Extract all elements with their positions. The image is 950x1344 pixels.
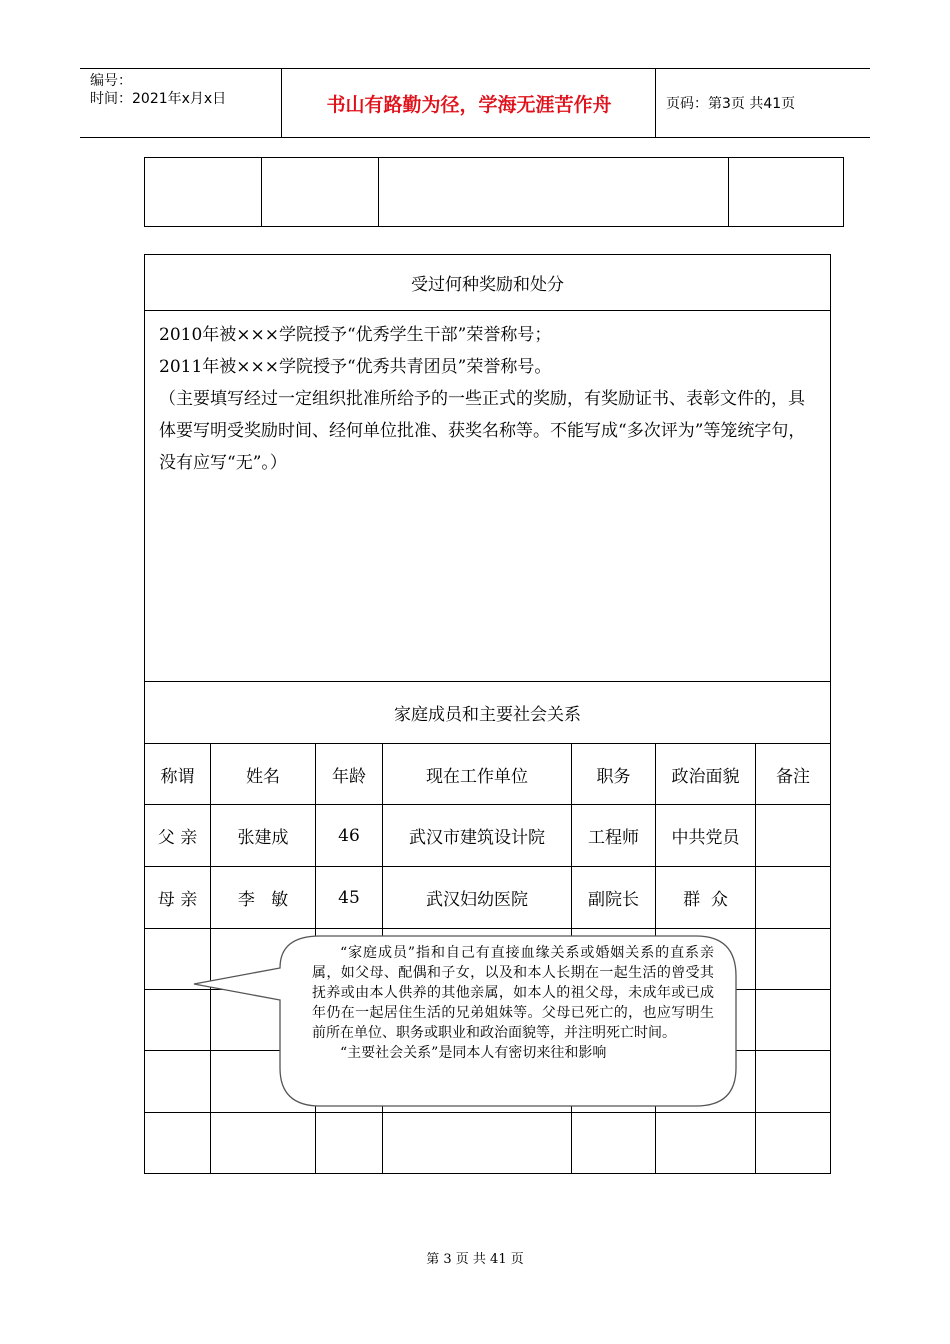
blank-cell bbox=[145, 158, 262, 227]
cell-political: 群 众 bbox=[656, 867, 756, 929]
header-meta bbox=[80, 69, 282, 137]
cell-relation: 母 亲 bbox=[145, 867, 211, 929]
col-position: 职务 bbox=[572, 744, 656, 805]
callout-text bbox=[312, 943, 714, 1100]
cell-political: 中共党员 bbox=[656, 805, 756, 867]
table-row bbox=[145, 1113, 831, 1174]
blank-cell bbox=[729, 158, 844, 227]
col-workplace: 现在工作单位 bbox=[383, 744, 572, 805]
table-row bbox=[145, 867, 831, 929]
cell-workplace: 武汉妇幼医院 bbox=[383, 867, 572, 929]
awards-title: 受过何种奖励和处分 bbox=[145, 255, 831, 311]
blank-cell bbox=[262, 158, 379, 227]
cell-remarks bbox=[756, 805, 831, 867]
cell-age: 46 bbox=[316, 805, 383, 867]
header-page-info: 页码：第3页 共41页 bbox=[666, 96, 796, 112]
col-relation: 称谓 bbox=[145, 744, 211, 805]
cell-relation: 父 亲 bbox=[145, 805, 211, 867]
award-line-2: 2011年被×××学院授予“优秀共青团员”荣誉称号。 bbox=[159, 357, 552, 377]
awards-content bbox=[145, 311, 831, 682]
date-label: 时间：2021年x月x日 bbox=[90, 91, 227, 107]
family-callout bbox=[288, 928, 736, 1108]
callout-para-1: “家庭成员”指和自己有直接血缘关系或婚姻关系的直系亲属，如父母、配偶和子女，以及和本人长期在一起生活的曾受其抚养或由本人供养的其他亲属，如本人的祖父母，未成年或已成年仍在一起居住生活的兄弟姐妹等。父母已死亡的，也应写明生前所在单位、职务或职业和政治面貌等，并注明死亡时间。 bbox=[312, 945, 714, 1041]
previous-table-fragment bbox=[144, 157, 844, 227]
blank-cell bbox=[379, 158, 729, 227]
cell-position: 工程师 bbox=[572, 805, 656, 867]
cell-name: 张建成 bbox=[211, 805, 316, 867]
family-header-row bbox=[145, 744, 831, 805]
col-age: 年龄 bbox=[316, 744, 383, 805]
number-label: 编号： bbox=[90, 73, 132, 89]
page-header bbox=[80, 68, 870, 138]
page-footer: 第 3 页 共 41 页 bbox=[426, 1252, 524, 1267]
callout-para-2: “主要社会关系”是同本人有密切来往和影响 bbox=[340, 1045, 607, 1061]
col-remarks: 备注 bbox=[756, 744, 831, 805]
award-line-1: 2010年被×××学院授予“优秀学生干部”荣誉称号； bbox=[159, 325, 552, 345]
award-instructions: （主要填写经过一定组织批准所给予的一些正式的奖励，有奖励证书、表彰文件的，具体要写明受奖励时间、经何单位批准、获奖名称等。不能写成“多次评为”等笼统字句，没有应写“无”。） bbox=[159, 389, 806, 473]
table-row bbox=[145, 805, 831, 867]
col-political: 政治面貌 bbox=[656, 744, 756, 805]
family-title: 家庭成员和主要社会关系 bbox=[145, 682, 831, 744]
cell-remarks bbox=[756, 867, 831, 929]
cell-name: 李 敏 bbox=[211, 867, 316, 929]
cell-workplace: 武汉市建筑设计院 bbox=[383, 805, 572, 867]
col-name: 姓名 bbox=[211, 744, 316, 805]
header-motto: 书山有路勤为径，学海无涯苦作舟 bbox=[283, 69, 656, 137]
cell-age: 45 bbox=[316, 867, 383, 929]
cell-position: 副院长 bbox=[572, 867, 656, 929]
